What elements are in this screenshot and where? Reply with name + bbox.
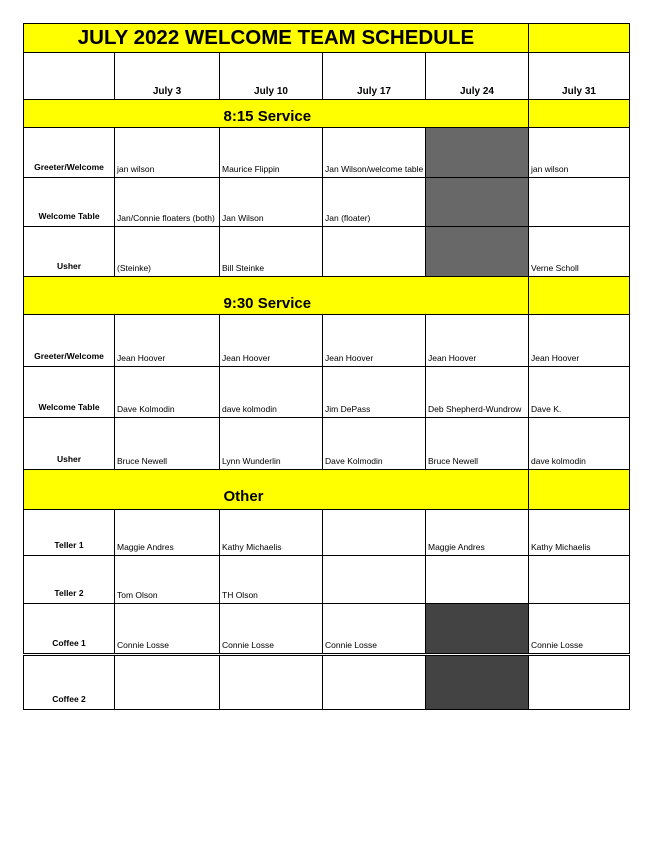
assignment-cell: Kathy Michaelis [220, 510, 323, 556]
section-heading: Other [220, 470, 529, 510]
role-label: Usher [24, 418, 115, 470]
date-header: July 31 [529, 53, 630, 100]
role-label: Greeter/Welcome [24, 315, 115, 367]
title-row [24, 24, 630, 53]
assignment-cell [529, 178, 630, 227]
assignment-cell: Connie Losse [115, 604, 220, 655]
date-header: July 3 [115, 53, 220, 100]
assignment-cell [323, 227, 426, 277]
assignment-cell: Lynn Wunderlin [220, 418, 323, 470]
assignment-cell: (Steinke) [115, 227, 220, 277]
section-band-end [529, 277, 630, 315]
section-band [24, 277, 115, 315]
assignment-cell [426, 128, 529, 178]
assignment-cell [529, 556, 630, 604]
role-label: Greeter/Welcome [24, 128, 115, 178]
role-label: Welcome Table [24, 367, 115, 418]
assignment-cell: Jean Hoover [323, 315, 426, 367]
role-label: Coffee 2 [24, 655, 115, 710]
date-header: July 24 [426, 53, 529, 100]
section-heading: 9:30 Service [220, 277, 529, 315]
assignment-cell [426, 227, 529, 277]
assignment-cell: Jean Hoover [220, 315, 323, 367]
section-band-end [529, 470, 630, 510]
assignment-cell [426, 556, 529, 604]
schedule-title: JULY 2022 WELCOME TEAM SCHEDULE [24, 24, 529, 53]
assignment-cell: jan wilson [115, 128, 220, 178]
title-end-cell [529, 24, 630, 53]
schedule-row [24, 128, 630, 178]
role-label: Coffee 1 [24, 604, 115, 655]
schedule-row [24, 556, 630, 604]
date-header-row [24, 53, 630, 100]
assignment-cell: Jan Wilson [220, 178, 323, 227]
section-row [24, 470, 630, 510]
assignment-cell: Dave Kolmodin [323, 418, 426, 470]
section-band [115, 100, 220, 128]
section-band-end [529, 100, 630, 128]
section-band [24, 470, 115, 510]
section-band [115, 470, 220, 510]
assignment-cell: Dave Kolmodin [115, 367, 220, 418]
assignment-cell: Verne Scholl [529, 227, 630, 277]
assignment-cell: Connie Losse [220, 604, 323, 655]
assignment-cell: Jan (floater) [323, 178, 426, 227]
corner-cell [24, 53, 115, 100]
assignment-cell: Connie Losse [529, 604, 630, 655]
assignment-cell: Jan/Connie floaters (both) [115, 178, 220, 227]
schedule-table [23, 23, 630, 710]
section-row [24, 277, 630, 315]
assignment-cell: Jean Hoover [115, 315, 220, 367]
assignment-cell: Bruce Newell [115, 418, 220, 470]
assignment-cell [529, 655, 630, 710]
assignment-cell: TH Olson [220, 556, 323, 604]
assignment-cell: Dave K. [529, 367, 630, 418]
assignment-cell [323, 655, 426, 710]
schedule-row [24, 315, 630, 367]
assignment-cell: Kathy Michaelis [529, 510, 630, 556]
section-heading: 8:15 Service [220, 100, 529, 128]
assignment-cell [426, 178, 529, 227]
assignment-cell: jan wilson [529, 128, 630, 178]
section-row [24, 100, 630, 128]
section-band [24, 100, 115, 128]
assignment-cell: dave kolmodin [220, 367, 323, 418]
assignment-cell: Jan Wilson/welcome table [323, 128, 426, 178]
assignment-cell: Bill Steinke [220, 227, 323, 277]
assignment-cell: Maggie Andres [426, 510, 529, 556]
assignment-cell [220, 655, 323, 710]
schedule-row [24, 178, 630, 227]
role-label: Teller 1 [24, 510, 115, 556]
assignment-cell [426, 604, 529, 655]
assignment-cell: Tom Olson [115, 556, 220, 604]
assignment-cell: Jim DePass [323, 367, 426, 418]
assignment-cell [323, 556, 426, 604]
assignment-cell [426, 655, 529, 710]
role-label: Usher [24, 227, 115, 277]
schedule-row [24, 418, 630, 470]
date-header: July 17 [323, 53, 426, 100]
schedule-row [24, 510, 630, 556]
assignment-cell [323, 510, 426, 556]
assignment-cell [115, 655, 220, 710]
schedule-row [24, 604, 630, 655]
role-label: Teller 2 [24, 556, 115, 604]
assignment-cell: Maurice Flippin [220, 128, 323, 178]
assignment-cell: Jean Hoover [426, 315, 529, 367]
assignment-cell: Jean Hoover [529, 315, 630, 367]
assignment-cell: Bruce Newell [426, 418, 529, 470]
assignment-cell: dave kolmodin [529, 418, 630, 470]
assignment-cell: Connie Losse [323, 604, 426, 655]
date-header: July 10 [220, 53, 323, 100]
role-label: Welcome Table [24, 178, 115, 227]
schedule-row [24, 367, 630, 418]
schedule-row [24, 227, 630, 277]
assignment-cell: Deb Shepherd-Wundrow [426, 367, 529, 418]
section-band [115, 277, 220, 315]
schedule-row [24, 655, 630, 710]
assignment-cell: Maggie Andres [115, 510, 220, 556]
